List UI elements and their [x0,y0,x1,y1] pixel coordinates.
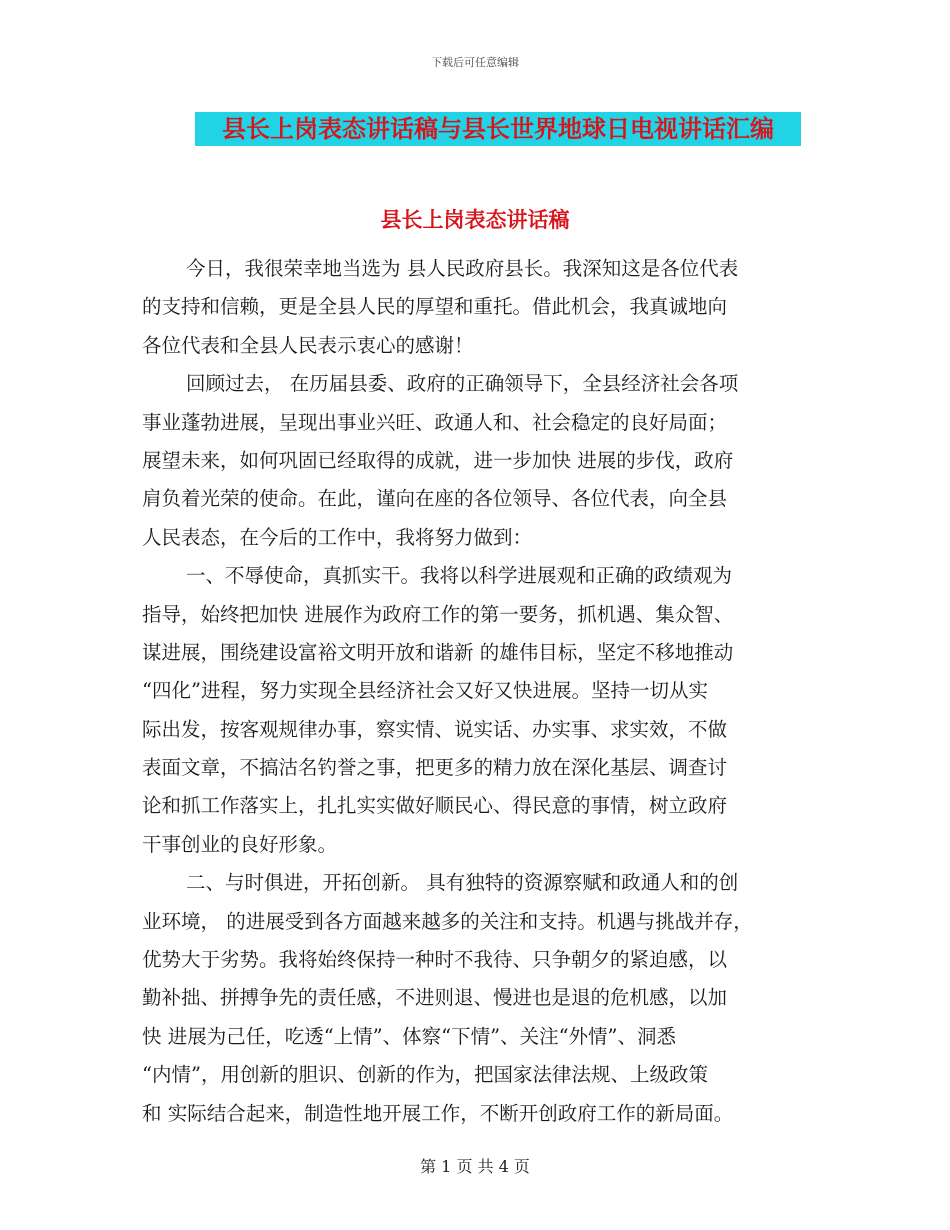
text-line: 各位代表和全县人民表示衷心的感谢！ [142,333,474,357]
text-line: 二、与时俱进，开拓创新。 具有独特的资源察赋和政通人和的创 [186,871,739,895]
text-line: 今日，我很荣幸地当选为 县人民政府县长。我深知这是各位代表 [186,257,739,280]
text-line: 肩负着光荣的使命。在此，谨向在座的各位领导、各位代表，向全县 [142,487,728,511]
text-line: 的支持和信赖，更是全县人民的厚望和重托。借此机会，我真诚地向 [142,295,728,319]
section-title: 县长上岗表态讲话稿 [380,208,570,232]
text-line: 人民表态，在今后的工作中，我将努力做到： [142,525,533,549]
text-line: 优势大于劣势。我将始终保持一种时不我待、只争朝夕的紧迫感，以 [142,948,728,972]
text-line: 表面文章，不搞沽名钓誉之事，把更多的精力放在深化基层、调查讨 [142,756,728,780]
text-line: 指导，始终把加快 进展作为政府工作的第一要务，抓机遇、集众智、 [142,602,734,626]
text-line: 际出发，按客观规律办事，察实情、说实话、办实事、求实效，不做 [142,717,728,741]
header-note: 下载后可任意编辑 [431,56,519,69]
text-line: 勤补拙、拼搏争先的责任感，不进则退、慢进也是退的危机感，以加 [142,986,728,1010]
text-line: 一、不辱使命，真抓实干。我将以科学进展观和正确的政绩观为 [186,564,733,588]
text-line: 干事创业的良好形象。 [142,832,338,856]
text-line: “四化”进程，努力实现全县经济社会又好又快进展。坚持一切从实 [142,679,708,703]
text-line: 论和抓工作落实上，扎扎实实做好顺民心、得民意的事情，树立政府 [142,794,728,818]
text-line: “内情”，用创新的胆识、创新的作为，把国家法律法规、上级政策 [142,1063,708,1087]
text-line: 回顾过去， 在历届县委、政府的正确领导下，全县经济社会各项 [186,372,739,396]
body-text [142,250,814,1133]
text-line: 事业蓬勃进展，呈现出事业兴旺、政通人和、社会稳定的良好局面； [142,410,728,434]
text-line: 和 实际结合起来，制造性地开展工作，不断开创政府工作的新局面。 [142,1101,734,1125]
text-line: 快 进展为己任，吃透“上情”、体察“下情”、关注“外情”、洞悉 [142,1024,677,1048]
text-line: 展望未来，如何巩固已经取得的成就，进一步加快 进展的步伐，政府 [142,448,734,472]
text-line: 谋进展，围绕建设富裕文明开放和谐新 的雄伟目标，坚定不移地推动 [142,640,734,664]
document-title: 县长上岗表态讲话稿与县长世界地球日电视讲话汇编 [195,112,801,146]
page-footer: 第 1 页 共 4 页 [420,1157,530,1176]
text-line: 业环境， 的进展受到各方面越来越多的关注和支持。机遇与挑战并存， [142,909,753,933]
